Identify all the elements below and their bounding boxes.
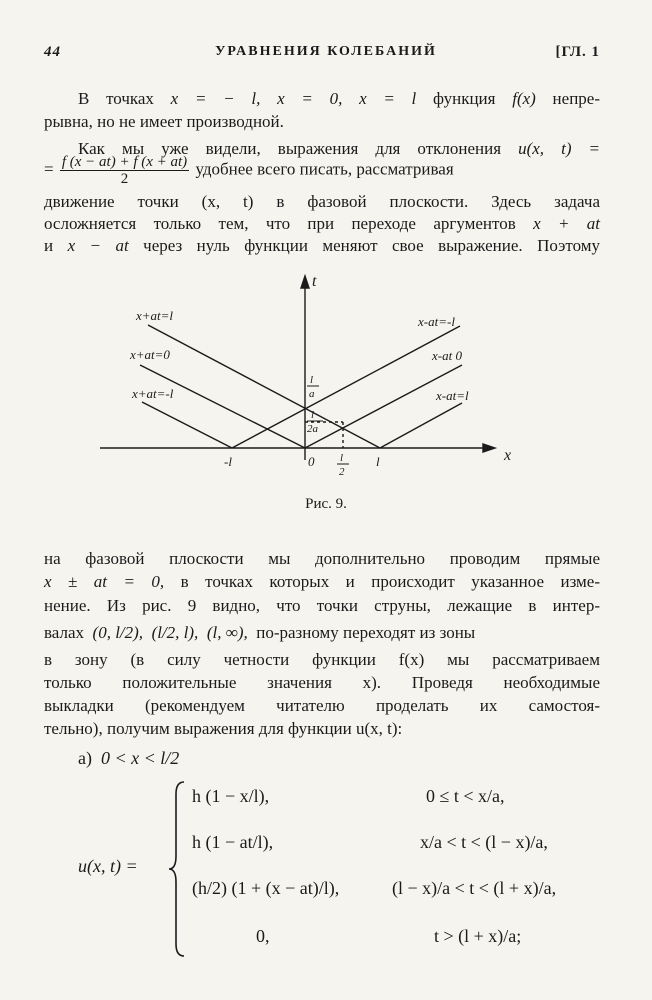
row3-cond: (l − x)/a < t < (l + x)/a, [392,878,557,898]
p3-line8: тельно), получим выражения для функции u(x, t): [44,719,403,738]
phase-plane-figure [100,270,540,485]
p3-line6: только положительные значения x). Проведя необходимые [44,673,600,692]
p3-line3: нение. Из рис. 9 видно, что точки струны, лежащие в интер- [44,596,600,615]
tick-l: l [376,454,380,469]
case-a: а) 0 < x < l/2 [78,748,180,768]
p2-line3: движение точки (x, t) в фазовой плоскости. Здесь задача [44,192,600,211]
p2-line4: осложняется только тем, что при переходе аргументов x + at [44,214,601,233]
tick-half-den: 2 [339,466,345,478]
p2-line1: Как мы уже видели, выражения для отклонения u(x, t) = [78,139,601,158]
t-mark1-num: l [310,374,314,386]
label-x-minus-at-0: x-at 0 [432,348,462,363]
label-x-plus-at-neg-l: x+at=-l [132,386,174,401]
line-x-minus-at-l [380,403,462,448]
line-x-plus-at-0 [140,365,305,448]
tick-half-num: l [340,452,344,464]
u-fraction: $\frac{f (x - at) + f (x + at)}{2}$ [61,154,188,187]
row3-expr: (h/2) (1 + (x − at)/l), [192,878,340,898]
t-mark1-den: a [309,388,315,400]
label-x-plus-at-0: x+at=0 [130,347,170,362]
figure-caption: Рис. 9. [305,496,347,512]
t-axis-arrow [301,276,309,288]
t-mark2-num: l [311,409,315,421]
tick-zero: 0 [308,454,315,469]
piecewise-lhs: u(x, t) = [78,856,138,876]
row4-expr: 0, [256,926,270,946]
p2-line2: = $\frac{f (x - at) + f (x + at)}{2}$ удобнее всего писать, рассматривая [44,154,454,187]
p3-line1: на фазовой плоскости мы дополнительно проводим прямые [44,549,600,568]
line-x-plus-at-neg-l [142,402,232,448]
p3-line5: в зону (в силу четности функции f(x) мы рассматриваем [44,650,600,669]
row1-expr: h (1 − x/l), [192,786,270,806]
chapter-marker: [ГЛ. 1 [555,44,600,60]
page-number: 44 [44,44,61,60]
x-axis-arrow [483,444,495,452]
running-title: УРАВНЕНИЯ КОЛЕБАНИЙ [215,44,437,59]
label-x-minus-at-l: x-at=l [436,388,469,403]
row4-cond: t > (l + x)/a; [434,926,522,946]
row1-cond: 0 ≤ t < x/a, [426,786,505,806]
p2-line5: и x − at через нуль функции меняют свое выражение. Поэтому [44,236,601,255]
line-x-minus-at-0 [305,365,462,448]
row2-expr: h (1 − at/l), [192,832,274,852]
p3-line2: x ± at = 0, в точках которых и происходит указанное изме- [44,572,601,591]
p3-line7: выкладки (рекомендуем читателю проделать их самостоя- [44,696,600,715]
row2-cond: x/a < t < (l − x)/a, [420,832,548,852]
p1-line1: В точках x = − l, x = 0, x = l функция f(x) непре- [78,89,600,108]
t-mark2-den: 2a [307,423,318,435]
label-x-minus-at-neg-l: x-at=-l [418,314,455,329]
p1-line2: рывна, но не имеет производной. [44,112,284,131]
p3-line4: валах (0, l/2), (l/2, l), (l, ∞), по-разному переходят из зоны [44,623,476,642]
t-axis-label: t [312,273,317,290]
tick-neg-l: -l [224,454,232,469]
left-brace [168,780,186,958]
x-axis-label: x [504,447,512,464]
label-x-plus-at-l: x+at=l [136,308,174,323]
